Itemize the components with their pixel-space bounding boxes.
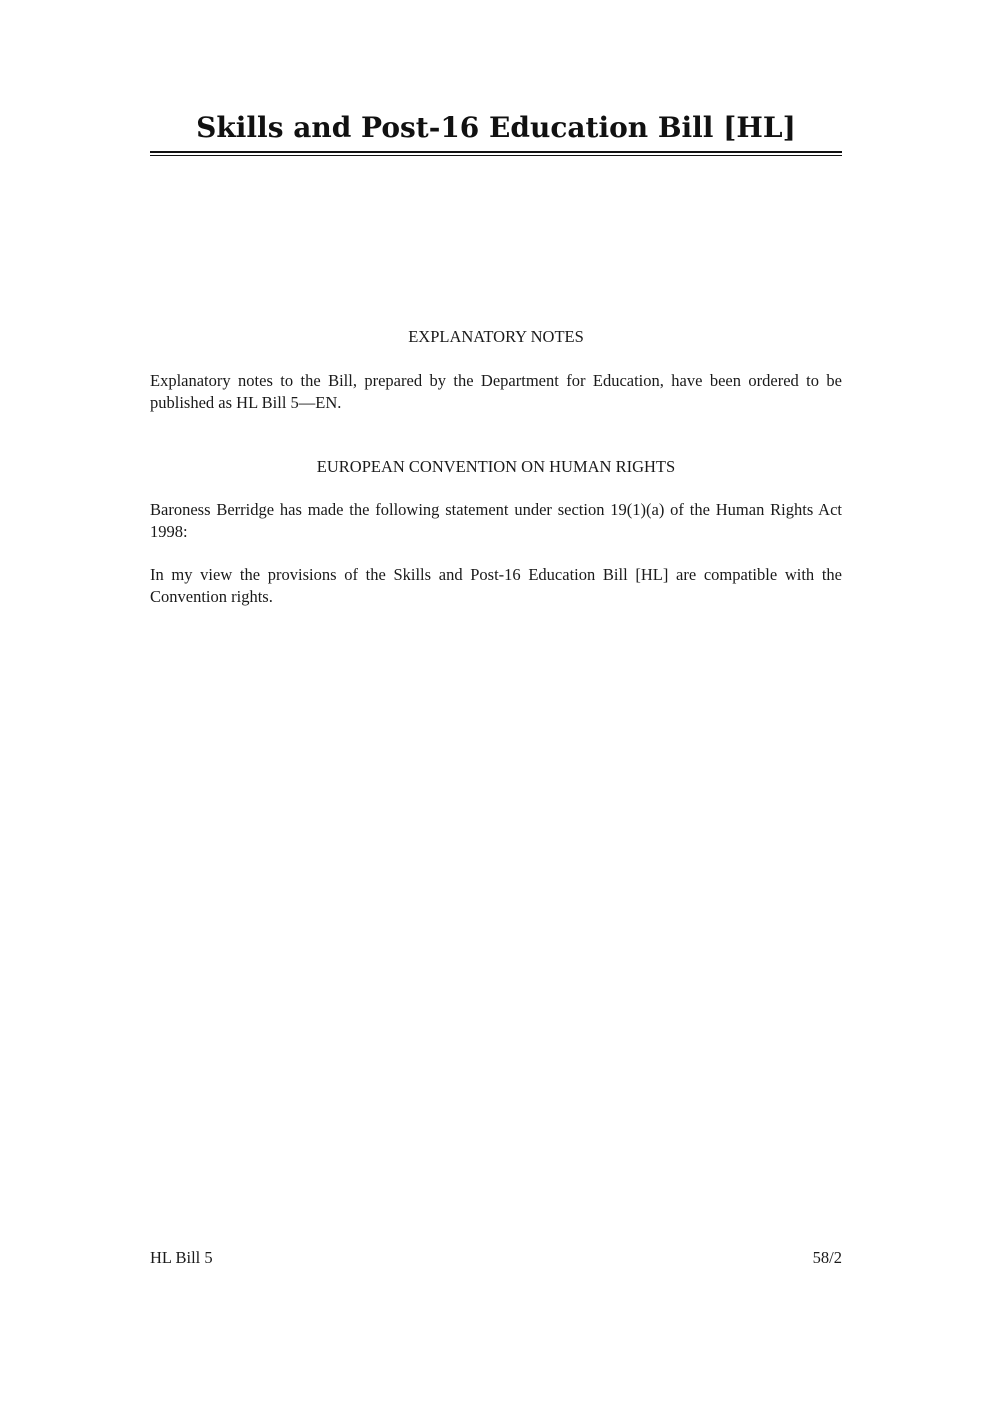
echr-compatibility-statement: In my view the provisions of the Skills and Post-16 Education Bill [HL] are compatible with the Convention rights. xyxy=(150,565,842,606)
title-rule-thin xyxy=(150,155,842,156)
footer-print-reference: 58/2 xyxy=(812,1248,842,1267)
echr-statement-intro: Baroness Berridge has made the following statement under section 19(1)(a) of the Human Rights Act 1998: xyxy=(150,500,842,541)
echr-heading: EUROPEAN CONVENTION ON HUMAN RIGHTS xyxy=(316,457,676,476)
title-rule-thick xyxy=(150,151,842,153)
explanatory-notes-heading: EXPLANATORY NOTES xyxy=(408,327,584,346)
bill-title: Skills and Post-16 Education Bill [HL] xyxy=(196,111,796,144)
explanatory-notes-paragraph: Explanatory notes to the Bill, prepared by the Department for Education, have been ordered to be published as HL Bill 5—EN. xyxy=(150,371,842,412)
footer-bill-number: HL Bill 5 xyxy=(150,1248,213,1267)
